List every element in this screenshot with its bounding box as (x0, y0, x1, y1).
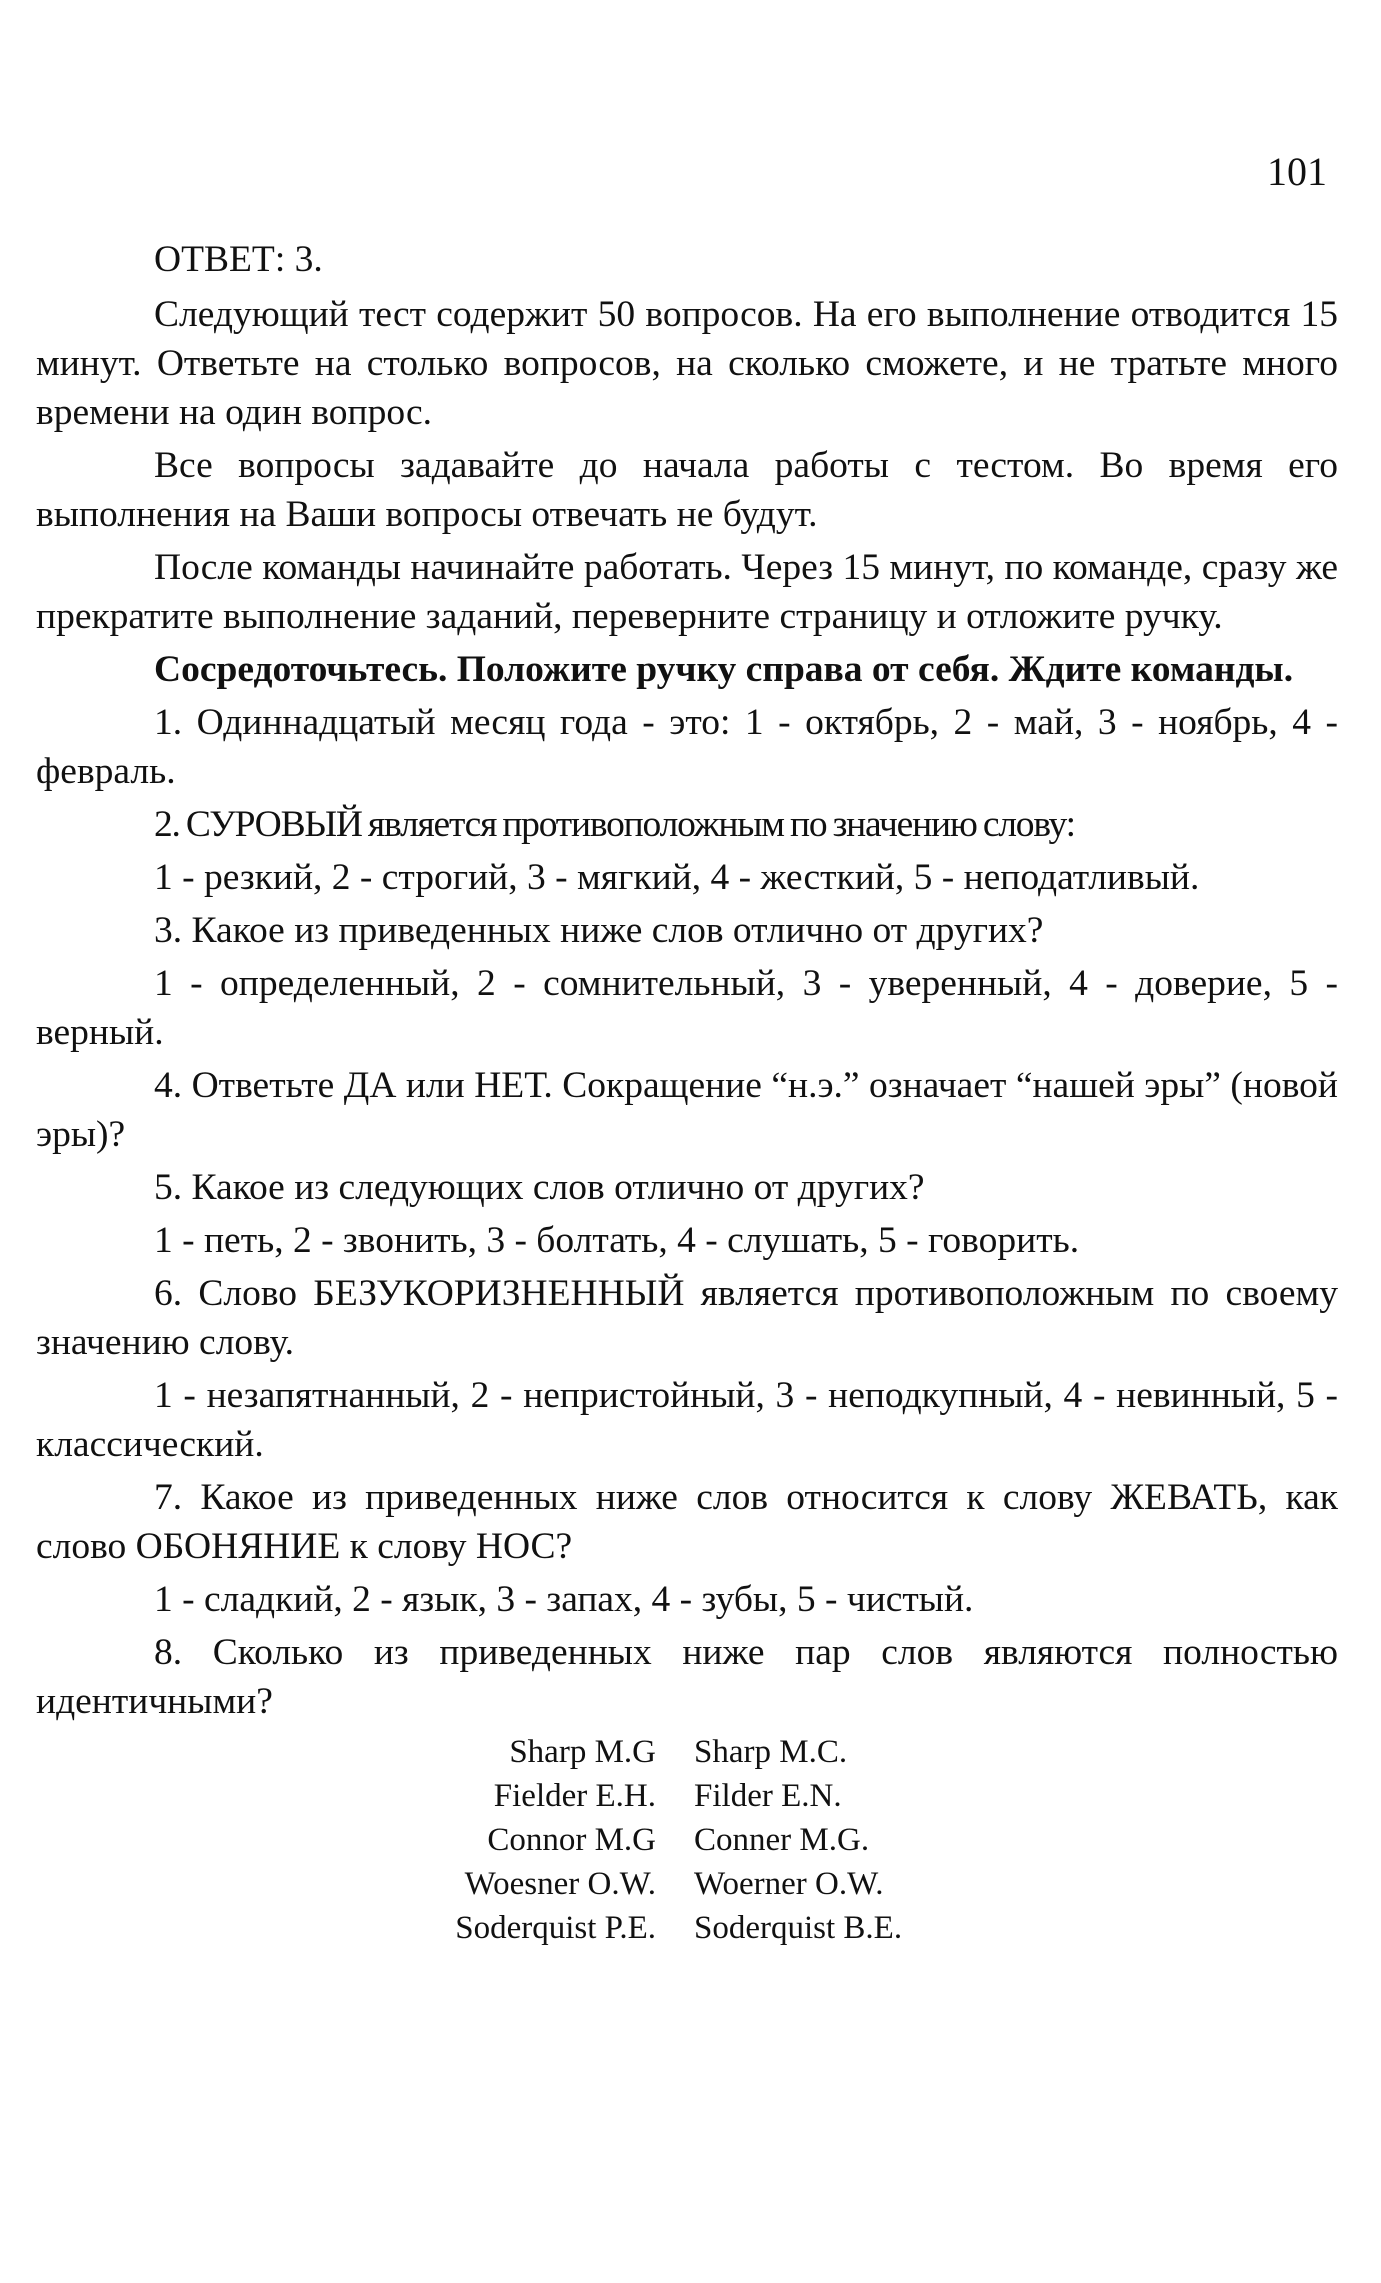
pair-right: Sharp M.C. (694, 1734, 848, 1770)
intro-paragraph: Все вопросы задавайте до начала работы с тестом. Во время его выполнения на Ваши вопросы отвечать не будут. (36, 445, 1338, 535)
page-body (36, 235, 1338, 1950)
question-7: 7. Какое из приведенных ниже слов относится к слову ЖЕВАТЬ, как слово ОБОНЯНИЕ к слову НОС? (36, 1477, 1338, 1567)
intro-paragraph: После команды начинайте работать. Через 15 минут, по команде, сразу же прекратите выполнение заданий, переверните страницу и отложите ручку. (36, 547, 1338, 637)
question-1: 1. Одиннадцатый месяц года - это: 1 - октябрь, 2 - май, 3 - ноябрь, 4 - февраль. (36, 702, 1338, 792)
question-2: 2. СУРОВЫЙ является противоположным по значению слову: (154, 804, 1075, 845)
pair-left: Sharp M.G (509, 1734, 656, 1770)
pair-left: Fielder E.H. (493, 1778, 656, 1814)
pair-left: Woesner O.W. (464, 1866, 656, 1902)
question-8: 8. Сколько из приведенных ниже пар слов являются полностью идентичными? (36, 1632, 1338, 1722)
pair-left: Connor M.G (487, 1822, 656, 1858)
question-3: 3. Какое из приведенных ниже слов отлично от других? (154, 910, 1044, 951)
pair-right: Filder E.N. (694, 1778, 842, 1814)
question-2-options: 1 - резкий, 2 - строгий, 3 - мягкий, 4 - жесткий, 5 - неподатливый. (154, 857, 1200, 898)
instruction-bold: Сосредоточьтесь. Положите ручку справа от себя. Ждите команды. (154, 649, 1294, 690)
question-6: 6. Слово БЕЗУКОРИЗНЕННЫЙ является противоположным по своему значению слову. (36, 1273, 1338, 1363)
pair-right: Soderquist B.E. (694, 1910, 903, 1946)
question-3-options: 1 - определенный, 2 - сомнительный, 3 - уверенный, 4 - доверие, 5 - верный. (36, 963, 1338, 1053)
answer-line: ОТВЕТ: 3. (154, 239, 323, 280)
question-5: 5. Какое из следующих слов отлично от других? (154, 1167, 925, 1208)
pair-right: Conner M.G. (694, 1822, 870, 1858)
question-5-options: 1 - петь, 2 - звонить, 3 - болтать, 4 - слушать, 5 - говорить. (154, 1220, 1080, 1261)
pair-right: Woerner O.W. (694, 1866, 884, 1902)
page-number: 101 (1267, 149, 1327, 194)
question-4: 4. Ответьте ДА или НЕТ. Сокращение “н.э.” означает “нашей эры” (новой эры)? (36, 1065, 1338, 1155)
intro-paragraph: Следующий тест содержит 50 вопросов. На его выполнение отводится 15 минут. Ответьте на столько вопросов, на сколько сможете, и не тратьте много времени на один вопрос. (36, 294, 1338, 433)
name-pairs-table (36, 1730, 1338, 1950)
question-6-options: 1 - незапятнанный, 2 - непристойный, 3 - неподкупный, 4 - невинный, 5 - классический. (36, 1375, 1338, 1465)
pair-left: Soderquist P.E. (455, 1910, 656, 1946)
question-7-options: 1 - сладкий, 2 - язык, 3 - запах, 4 - зубы, 5 - чистый. (154, 1579, 974, 1620)
